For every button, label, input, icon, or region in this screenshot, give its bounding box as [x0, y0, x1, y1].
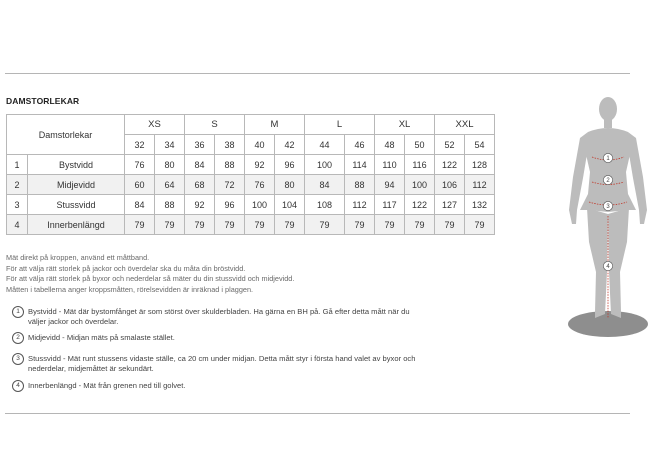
definition-number-badge: 3: [12, 353, 24, 365]
size-number: 46: [345, 135, 375, 155]
svg-text:1: 1: [606, 156, 610, 163]
page-title: DAMSTORLEKAR: [6, 96, 80, 106]
definition-line: nederdelar, midjemåttet är sekundärt.: [28, 363, 154, 373]
table-cell: 79: [125, 215, 155, 235]
size-group-l: L: [305, 115, 375, 135]
definition-text: [28, 381, 528, 391]
table-cell: 79: [465, 215, 495, 235]
svg-text:2: 2: [606, 178, 610, 185]
table-cell: 88: [345, 175, 375, 195]
note-line: För att välja rätt storlek på jackor och överdelar ska du måta din bröstvidd.: [6, 263, 246, 273]
definition-number-badge: 2: [12, 332, 24, 344]
table-cell: 94: [375, 175, 405, 195]
row-label: Stussvidd: [28, 195, 125, 215]
top-divider: [5, 73, 630, 74]
table-cell: 79: [185, 215, 215, 235]
size-group-xxl: XXL: [435, 115, 495, 135]
table-cell: 127: [435, 195, 465, 215]
table-cell: 79: [155, 215, 185, 235]
definition-text: [28, 354, 528, 373]
table-cell: 88: [215, 155, 245, 175]
row-label: Midjevidd: [28, 175, 125, 195]
table-cell: 76: [245, 175, 275, 195]
table-cell: 60: [125, 175, 155, 195]
table-cell: 79: [305, 215, 345, 235]
table-cell: 110: [375, 155, 405, 175]
figure-marker-2: [603, 175, 612, 184]
size-group-s: S: [185, 115, 245, 135]
table-cell: 96: [275, 155, 305, 175]
table-cell: 117: [375, 195, 405, 215]
table-cell: 92: [185, 195, 215, 215]
size-table: [6, 114, 495, 235]
table-cell: 122: [405, 195, 435, 215]
body-measurement-figure: [560, 92, 656, 344]
table-cell: 100: [305, 155, 345, 175]
table-cell: 106: [435, 175, 465, 195]
bottom-divider: [5, 413, 630, 414]
row-number: 3: [7, 195, 28, 215]
table-cell: 100: [245, 195, 275, 215]
table-cell: 114: [345, 155, 375, 175]
size-number: 52: [435, 135, 465, 155]
measuring-notes: [6, 253, 294, 295]
table-corner-label: Damstorlekar: [7, 115, 125, 155]
table-cell: 96: [215, 195, 245, 215]
note-line: Mät direkt på kroppen, använd ett måttband.: [6, 253, 150, 262]
size-group-row: [7, 115, 495, 135]
size-group-xl: XL: [375, 115, 435, 135]
table-cell: 79: [245, 215, 275, 235]
size-number: 38: [215, 135, 245, 155]
table-row: [7, 175, 495, 195]
size-number: 36: [185, 135, 215, 155]
figure-marker-3: [603, 201, 612, 210]
table-cell: 84: [125, 195, 155, 215]
size-group-xs: XS: [125, 115, 185, 135]
figure-marker-1: [603, 153, 612, 162]
definition-number-badge: 4: [12, 380, 24, 392]
size-number: 42: [275, 135, 305, 155]
definition-line: Stussvidd - Mät runt stussens vidaste ställe, ca 20 cm under midjan. Detta mått styr i första hand valet av byxor och: [28, 354, 416, 363]
size-number: 48: [375, 135, 405, 155]
table-cell: 79: [345, 215, 375, 235]
row-label: Innerbenlängd: [28, 215, 125, 235]
note-line: Måtten i tabellerna anger kroppsmåtten, rörelsevidden är inräknad i plaggen.: [6, 284, 254, 294]
definition-line: Midjevidd - Midjan mäts på smalaste stället.: [28, 333, 175, 342]
table-cell: 64: [155, 175, 185, 195]
table-cell: 108: [305, 195, 345, 215]
table-cell: 92: [245, 155, 275, 175]
row-number: 4: [7, 215, 28, 235]
table-row: [7, 215, 495, 235]
size-number: 50: [405, 135, 435, 155]
table-cell: 72: [215, 175, 245, 195]
table-cell: 80: [155, 155, 185, 175]
definition-number-badge: 1: [12, 306, 24, 318]
table-cell: 79: [435, 215, 465, 235]
size-number: 34: [155, 135, 185, 155]
size-number: 32: [125, 135, 155, 155]
size-number: 40: [245, 135, 275, 155]
table-cell: 100: [405, 175, 435, 195]
table-cell: 112: [465, 175, 495, 195]
note-line: För att välja rätt storlek på byxor och nederdelar så mäter du din stussvidd och midjevidd.: [6, 274, 295, 284]
table-cell: 116: [405, 155, 435, 175]
table-cell: 80: [275, 175, 305, 195]
definition-text: [28, 333, 528, 343]
table-cell: 104: [275, 195, 305, 215]
size-group-m: M: [245, 115, 305, 135]
definition-text: [28, 307, 528, 326]
row-number: 2: [7, 175, 28, 195]
table-row: [7, 155, 495, 175]
table-cell: 88: [155, 195, 185, 215]
figure-marker-4: [603, 261, 612, 270]
table-cell: 79: [215, 215, 245, 235]
row-label: Bystvidd: [28, 155, 125, 175]
table-cell: 132: [465, 195, 495, 215]
size-number: 44: [305, 135, 345, 155]
table-cell: 84: [305, 175, 345, 195]
table-cell: 84: [185, 155, 215, 175]
table-row: [7, 195, 495, 215]
table-cell: 79: [375, 215, 405, 235]
table-cell: 79: [275, 215, 305, 235]
definition-line: väljer jackor och överdelar.: [28, 316, 119, 326]
size-number: 54: [465, 135, 495, 155]
table-cell: 68: [185, 175, 215, 195]
table-cell: 112: [345, 195, 375, 215]
table-cell: 122: [435, 155, 465, 175]
definition-line: Innerbenlängd - Mät från grenen ned till golvet.: [28, 381, 186, 390]
svg-text:4: 4: [606, 264, 610, 271]
svg-text:3: 3: [606, 204, 610, 211]
table-cell: 76: [125, 155, 155, 175]
figure-base-shadow: [568, 311, 648, 337]
table-cell: 128: [465, 155, 495, 175]
definition-line: Bystvidd - Mät där bystomfånget är som störst över skulderbladen. Ha gärna en BH på. Gå efter detta mått när du: [28, 307, 410, 316]
row-number: 1: [7, 155, 28, 175]
table-cell: 79: [405, 215, 435, 235]
